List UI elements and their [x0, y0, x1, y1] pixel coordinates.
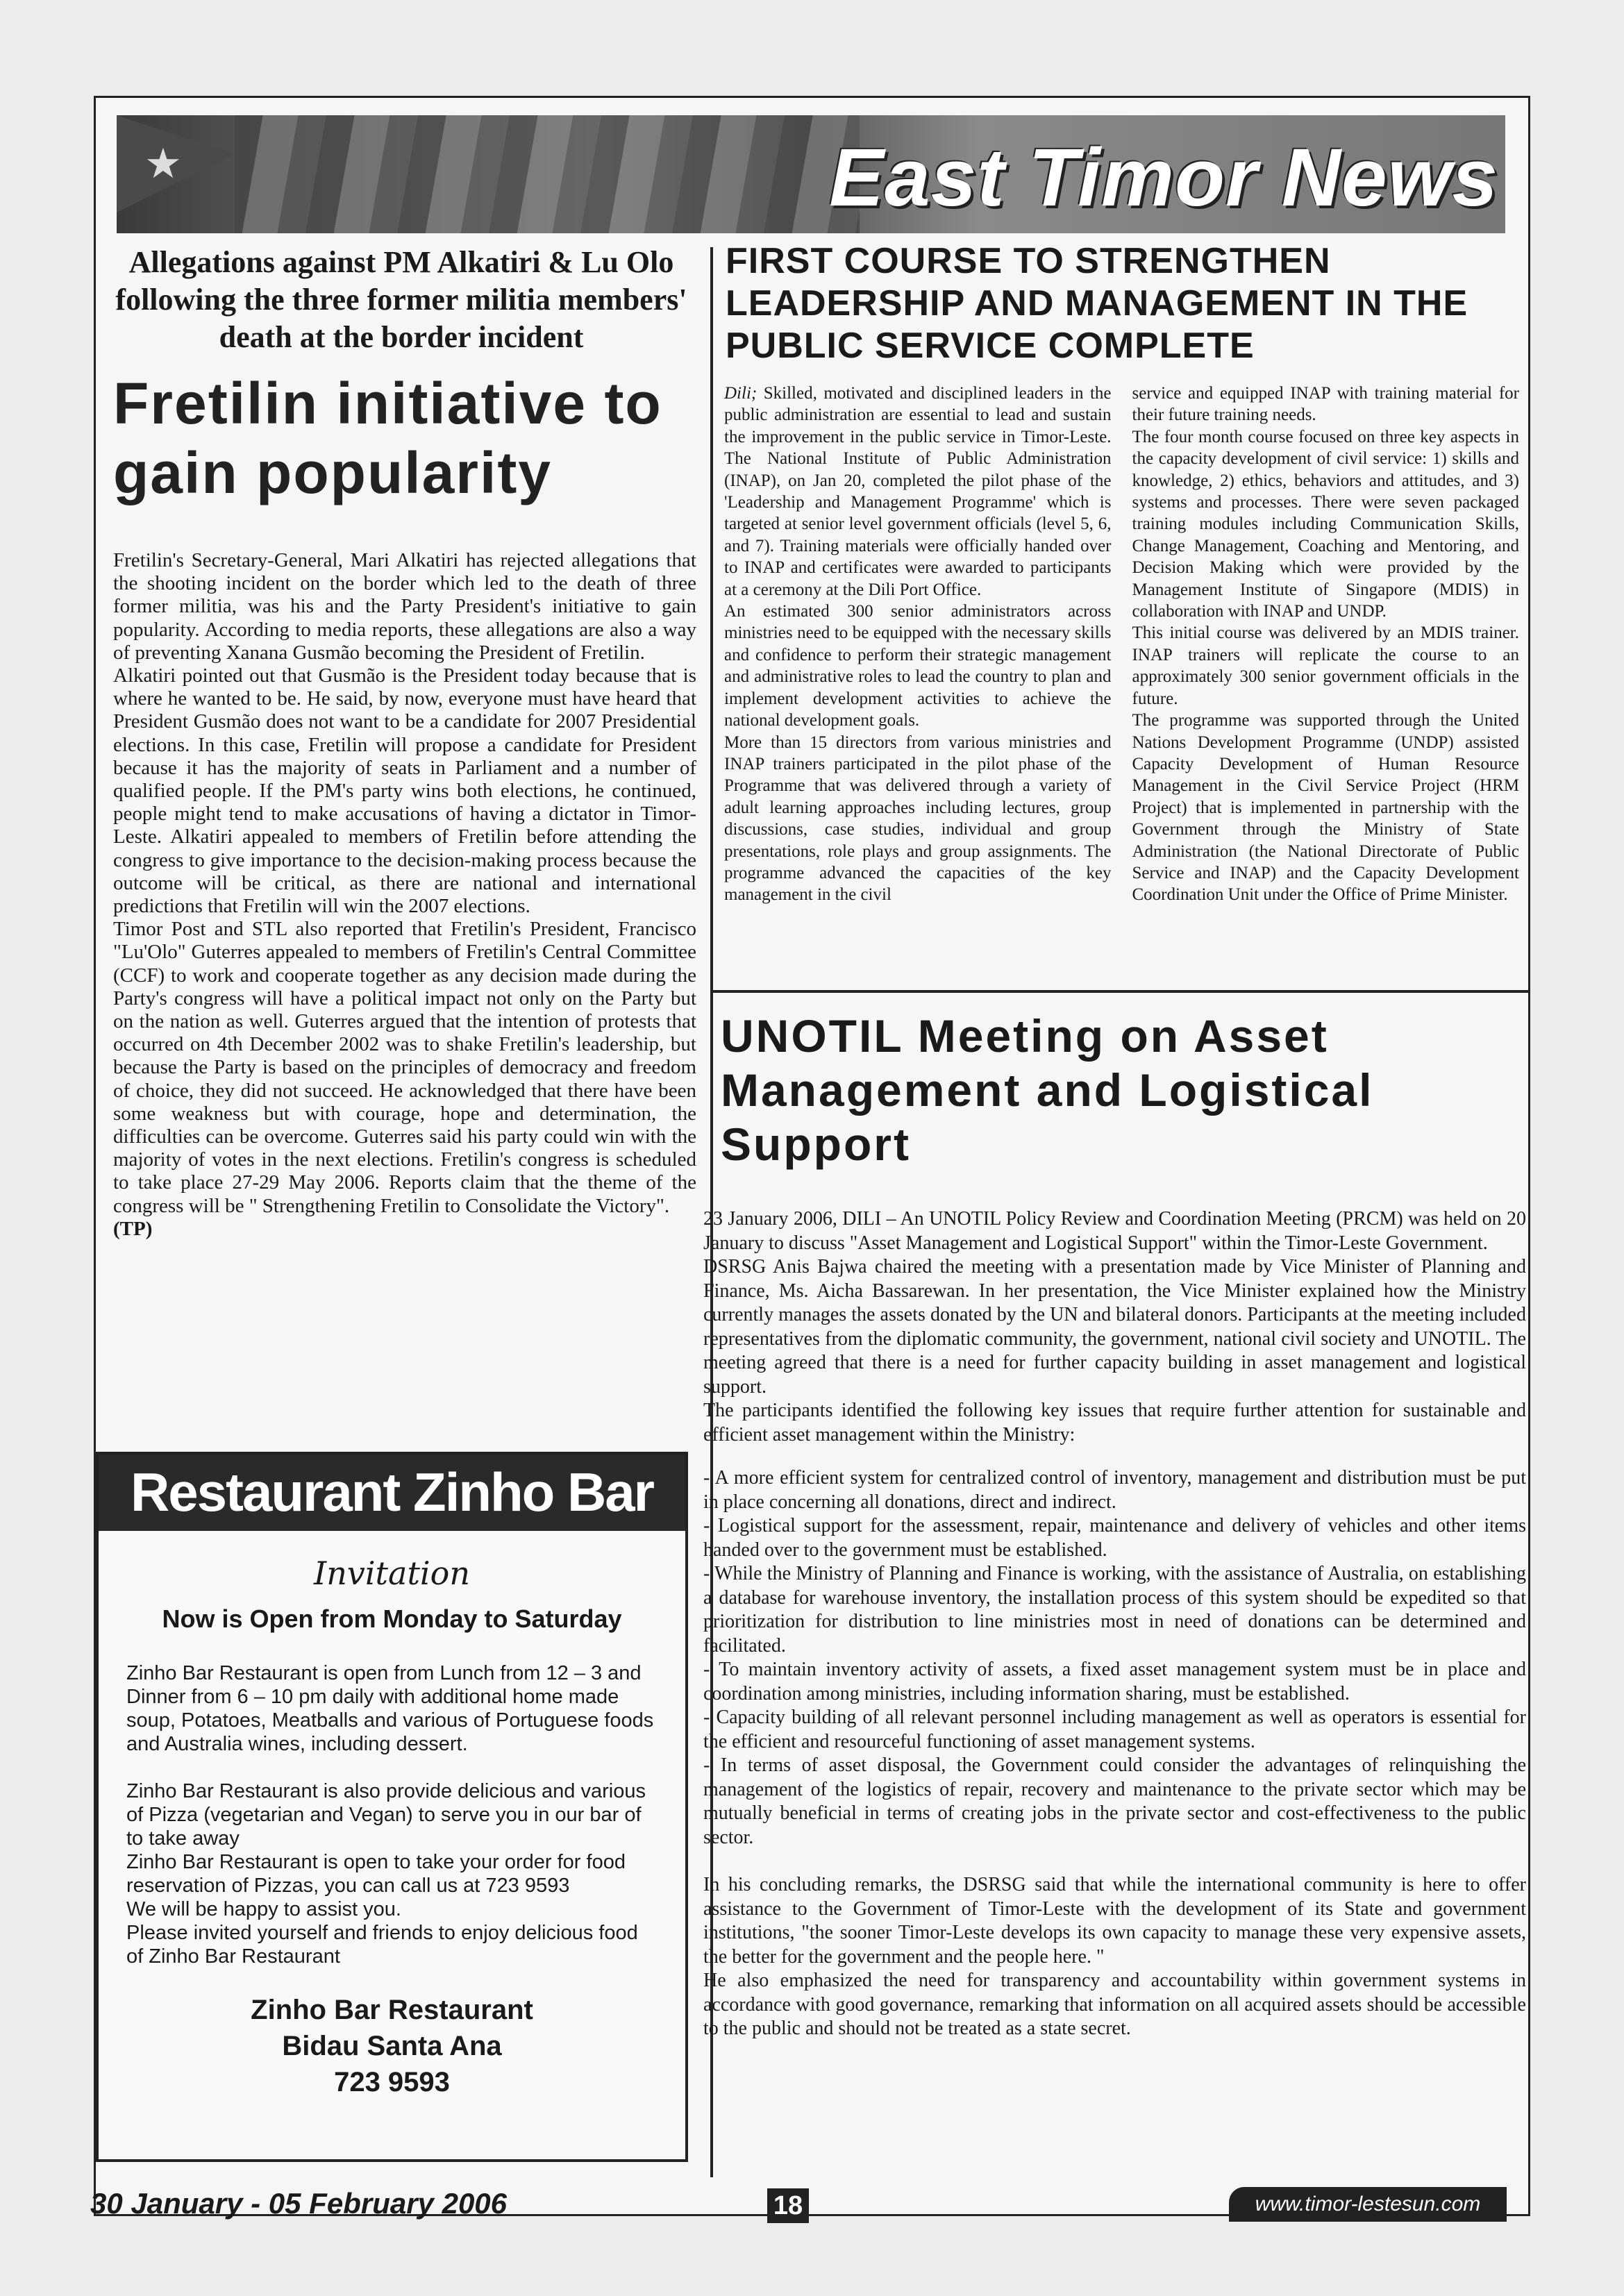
paragraph: He also emphasized the need for transparency and accountability within government systems in accordance with good governance, remarking that information on all acquired assets should be accessible to the public and should not be treated as a state secret. [703, 1970, 1526, 2039]
contact-name: Zinho Bar Restaurant [251, 1995, 533, 2025]
contact-place: Bidau Santa Ana [282, 2031, 502, 2061]
bullet-item: - A more efficient system for centralized control of inventory, management and distribution must be put in place concerning all donations, direct and indirect. [703, 1467, 1526, 1513]
text-column [724, 383, 1112, 906]
bullet-item: - Capacity building of all relevant personnel including management as well as operators is essential for the efficient and resourceful functioning of asset management systems. [703, 1707, 1526, 1752]
source-tag: (TP) [113, 1217, 153, 1240]
ad-contact [99, 1992, 685, 2100]
ad-paragraph: Zinho Bar Restaurant is open to take your order for food reservation of Pizzas, you can call us at 723 9593 [126, 1851, 626, 1897]
paragraph: The programme was supported through the United Nations Development Programme (UNDP) assisted Capacity Development of Human Resource Management in the Civil Service Project (HRM Project) that is implemented in partnership with the Government through the Ministry of State Administration (the National Directorate of Public Service and INAP) and the Capacity Development Coordination Unit under the Office of Prime Minister. [1132, 711, 1519, 905]
paragraph: Timor Post and STL also reported that Fretilin's President, Francisco "Lu'Olo" Guterres appealed to members of Fretilin's Central Committee (CCF) to work and cooperate together as any decision made during the Party's congress will have a political impact not only on the Party but on the nation as well. Guterres argued that the intention of protests that occurred on 4th December 2002 was to shake Fretilin's leadership, but because the Party is based on the principles of democracy and freedom of choice, they did not succeed. He acknowledged that there have been some weakness but with courage, hope and determination, the difficulties can be overcome. Guterres said his party could win with the majority of votes in the next elections. Fretilin's congress is scheduled to take place 27-29 May 2006. Reports claim that the theme of the congress will be " Strengthening Fretilin to Consolidate the Victory". [113, 918, 696, 1217]
text-column [1132, 383, 1520, 906]
headline-fretilin: Fretilin initiative to gain popularity [113, 371, 662, 505]
paragraph: The four month course focused on three key aspects in the capacity development of civil service: 1) skills and knowledge, 2) ethics, behaviors and attitudes, and 3) systems and processes. There were seven packaged training modules including Communication Skills, Change Management, Coaching and Mentoring, and Decision Making which were provided by the Management Institute of Singapore (MDIS) in collaboration with INAP and UNDP. [1132, 427, 1519, 621]
ad-paragraph: Zinho Bar Restaurant is open from Lunch from 12 – 3 and Dinner from 6 – 10 pm daily with additional home made soup, Potatoes, Meatballs and various of Portuguese foods and Australia wines, including dessert. [126, 1662, 654, 1755]
bullet-item: - Logistical support for the assessment, repair, maintenance and delivery of vehicles and other items handed over to the government must be established. [703, 1515, 1526, 1561]
bullet-item: - In terms of asset disposal, the Government could consider the advantages of relinquishing the management of the logistics of repair, recovery and maintenance to the private sector which may be mutually beneficial in terms of creating jobs in the private sector and cost-effectiveness to the public sector. [703, 1754, 1526, 1848]
banner-photo [235, 115, 860, 233]
paragraph: Alkatiri pointed out that Gusmão is the President today because that is where he wanted to be. He said, by now, everyone must have heard that President Gusmão does not want to be a candidate for 2007 Presidential elections. In this case, Fretilin will propose a candidate for President because it has the majority of seats in Parliament and a number of qualified people. If the PM's party wins both elections, he continued, people might tend to make accusations of having a dictator in Timor-Leste. Alkatiri appealed to members of Fretilin before attending the congress to give importance to the decision-making process because the outcome will be critical, as there are national and international predictions that Fretilin will win the 2007 elections. [113, 664, 696, 918]
paragraph: Dili; Skilled, motivated and disciplined leaders in the public administration are essential to lead and sustain the improvement in the public service in Timor-Leste. The National Institute of Public Administration (INAP), on Jan 20, completed the pilot phase of the 'Leadership and Management Programme' which is targeted at senior level government officials (level 5, 6, and 7). Training materials were officially handed over to INAP and certificates were awarded to participants at a ceremony at the Dili Port Office. [724, 384, 1112, 599]
article-divider [710, 990, 1528, 993]
article-body-fretilin [113, 549, 696, 1241]
headline-unotil: UNOTIL Meeting on Asset Management and Logistical Support [721, 1010, 1374, 1170]
ad-paragraph: Zinho Bar Restaurant is also provide delicious and various of Pizza (vegetarian and Vegan) to serve you in our bar of to take away [126, 1780, 646, 1850]
newspaper-page [94, 96, 1530, 2216]
article-body-course [724, 383, 1519, 906]
ad-invitation: Invitation [314, 1555, 470, 1592]
paragraph: DSRSG Anis Bajwa chaired the meeting with a presentation made by Vice Minister of Planning and Finance, Ms. Aicha Bassarewan. In her presentation, the Vice Minister explained how the Ministry currently manages the assets donated by the UN and bilateral donors. Participants at the meeting included representatives from the diplomatic community, the government, national civil society and UNOTIL. The meeting agreed that there is a need for further capacity building in asset management and logistical support. [703, 1256, 1526, 1398]
ad-paragraph: We will be happy to assist you. [126, 1898, 401, 1920]
page-number: 18 [767, 2188, 809, 2223]
ad-text [99, 1661, 685, 1968]
paragraph: Fretilin's Secretary-General, Mari Alkatiri has rejected allegations that the shooting incident on the border which led to the death of three former militia, was his and the Party President's initiative to gain popularity. According to media reports, these allegations are also a way of preventing Xanana Gusmão becoming the President of Fretilin. [113, 549, 696, 664]
issue-date: 30 January - 05 February 2006 [90, 2187, 508, 2220]
paragraph: The participants identified the following key issues that require further attention for sustainable and efficient asset management within the Ministry: [703, 1400, 1526, 1446]
paragraph: service and equipped INAP with training material for their future training needs. [1132, 384, 1519, 425]
headline-course: FIRST COURSE TO STRENGTHEN LEADERSHIP AND MANAGEMENT IN THE PUBLIC SERVICE COMPLETE [726, 241, 1468, 366]
paragraph: This initial course was delivered by an MDIS trainer. INAP trainers will replicate the course to an approximately 300 senior government officials in the future. [1132, 623, 1519, 708]
bullet-item: - While the Ministry of Planning and Finance is working, with the assistance of Australia, on establishing a database for warehouse inventory, the installation process of this system should be expedited so that prioritization for distribution to line ministries most in need of donations can be determined and facilitated. [703, 1563, 1526, 1657]
section-title: East Timor News [829, 132, 1498, 224]
ad-paragraph: Please invited yourself and friends to enjoy delicious food of Zinho Bar Restaurant [126, 1922, 638, 1968]
paragraph: 23 January 2006, DILI – An UNOTIL Policy Review and Coordination Meeting (PRCM) was held on 20 January to discuss "Asset Management and Logistical Support" within the Timor-Leste Government. [703, 1208, 1526, 1254]
ad-opening-hours: Now is Open from Monday to Saturday [162, 1604, 622, 1633]
restaurant-advertisement [96, 1452, 688, 2162]
ad-title: Restaurant Zinho Bar [99, 1455, 685, 1531]
masthead-banner [117, 115, 1505, 233]
dateline: Dili; [724, 384, 757, 403]
paragraph: An estimated 300 senior administrators across ministries need to be equipped with the necessary skills and confidence to perform their strategic management and administrative roles to lead the country to plan and implement development activities to achieve the national development goals. [724, 602, 1112, 730]
kicker: Allegations against PM Alkatiri & Lu Olo following the three former militia members' death at the border incident [115, 245, 687, 354]
contact-phone: 723 9593 [334, 2067, 450, 2097]
star-icon: ★ [144, 141, 182, 187]
bullet-item: - To maintain inventory activity of assets, a fixed asset management system must be in place and coordination among ministries, including information sharing, must be established. [703, 1659, 1526, 1704]
website-url: www.timor-lestesun.com [1229, 2187, 1507, 2222]
paragraph: In his concluding remarks, the DSRSG said that while the international community is here to offer assistance to the Government of Timor-Leste with the development of its State and government institutions, "the sooner Timor-Leste develops its own capacity to manage these very expensive assets, the better for the government and the people here. " [703, 1874, 1526, 1968]
paragraph: More than 15 directors from various ministries and INAP trainers participated in the pilot phase of the Programme that was delivered through a variety of adult learning approaches including lectures, group discussions, case studies, individual and group presentations, role plays and group assignments. The programme advanced the capacities of the key management in the civil [724, 732, 1112, 905]
article-body-unotil [703, 1207, 1526, 2041]
